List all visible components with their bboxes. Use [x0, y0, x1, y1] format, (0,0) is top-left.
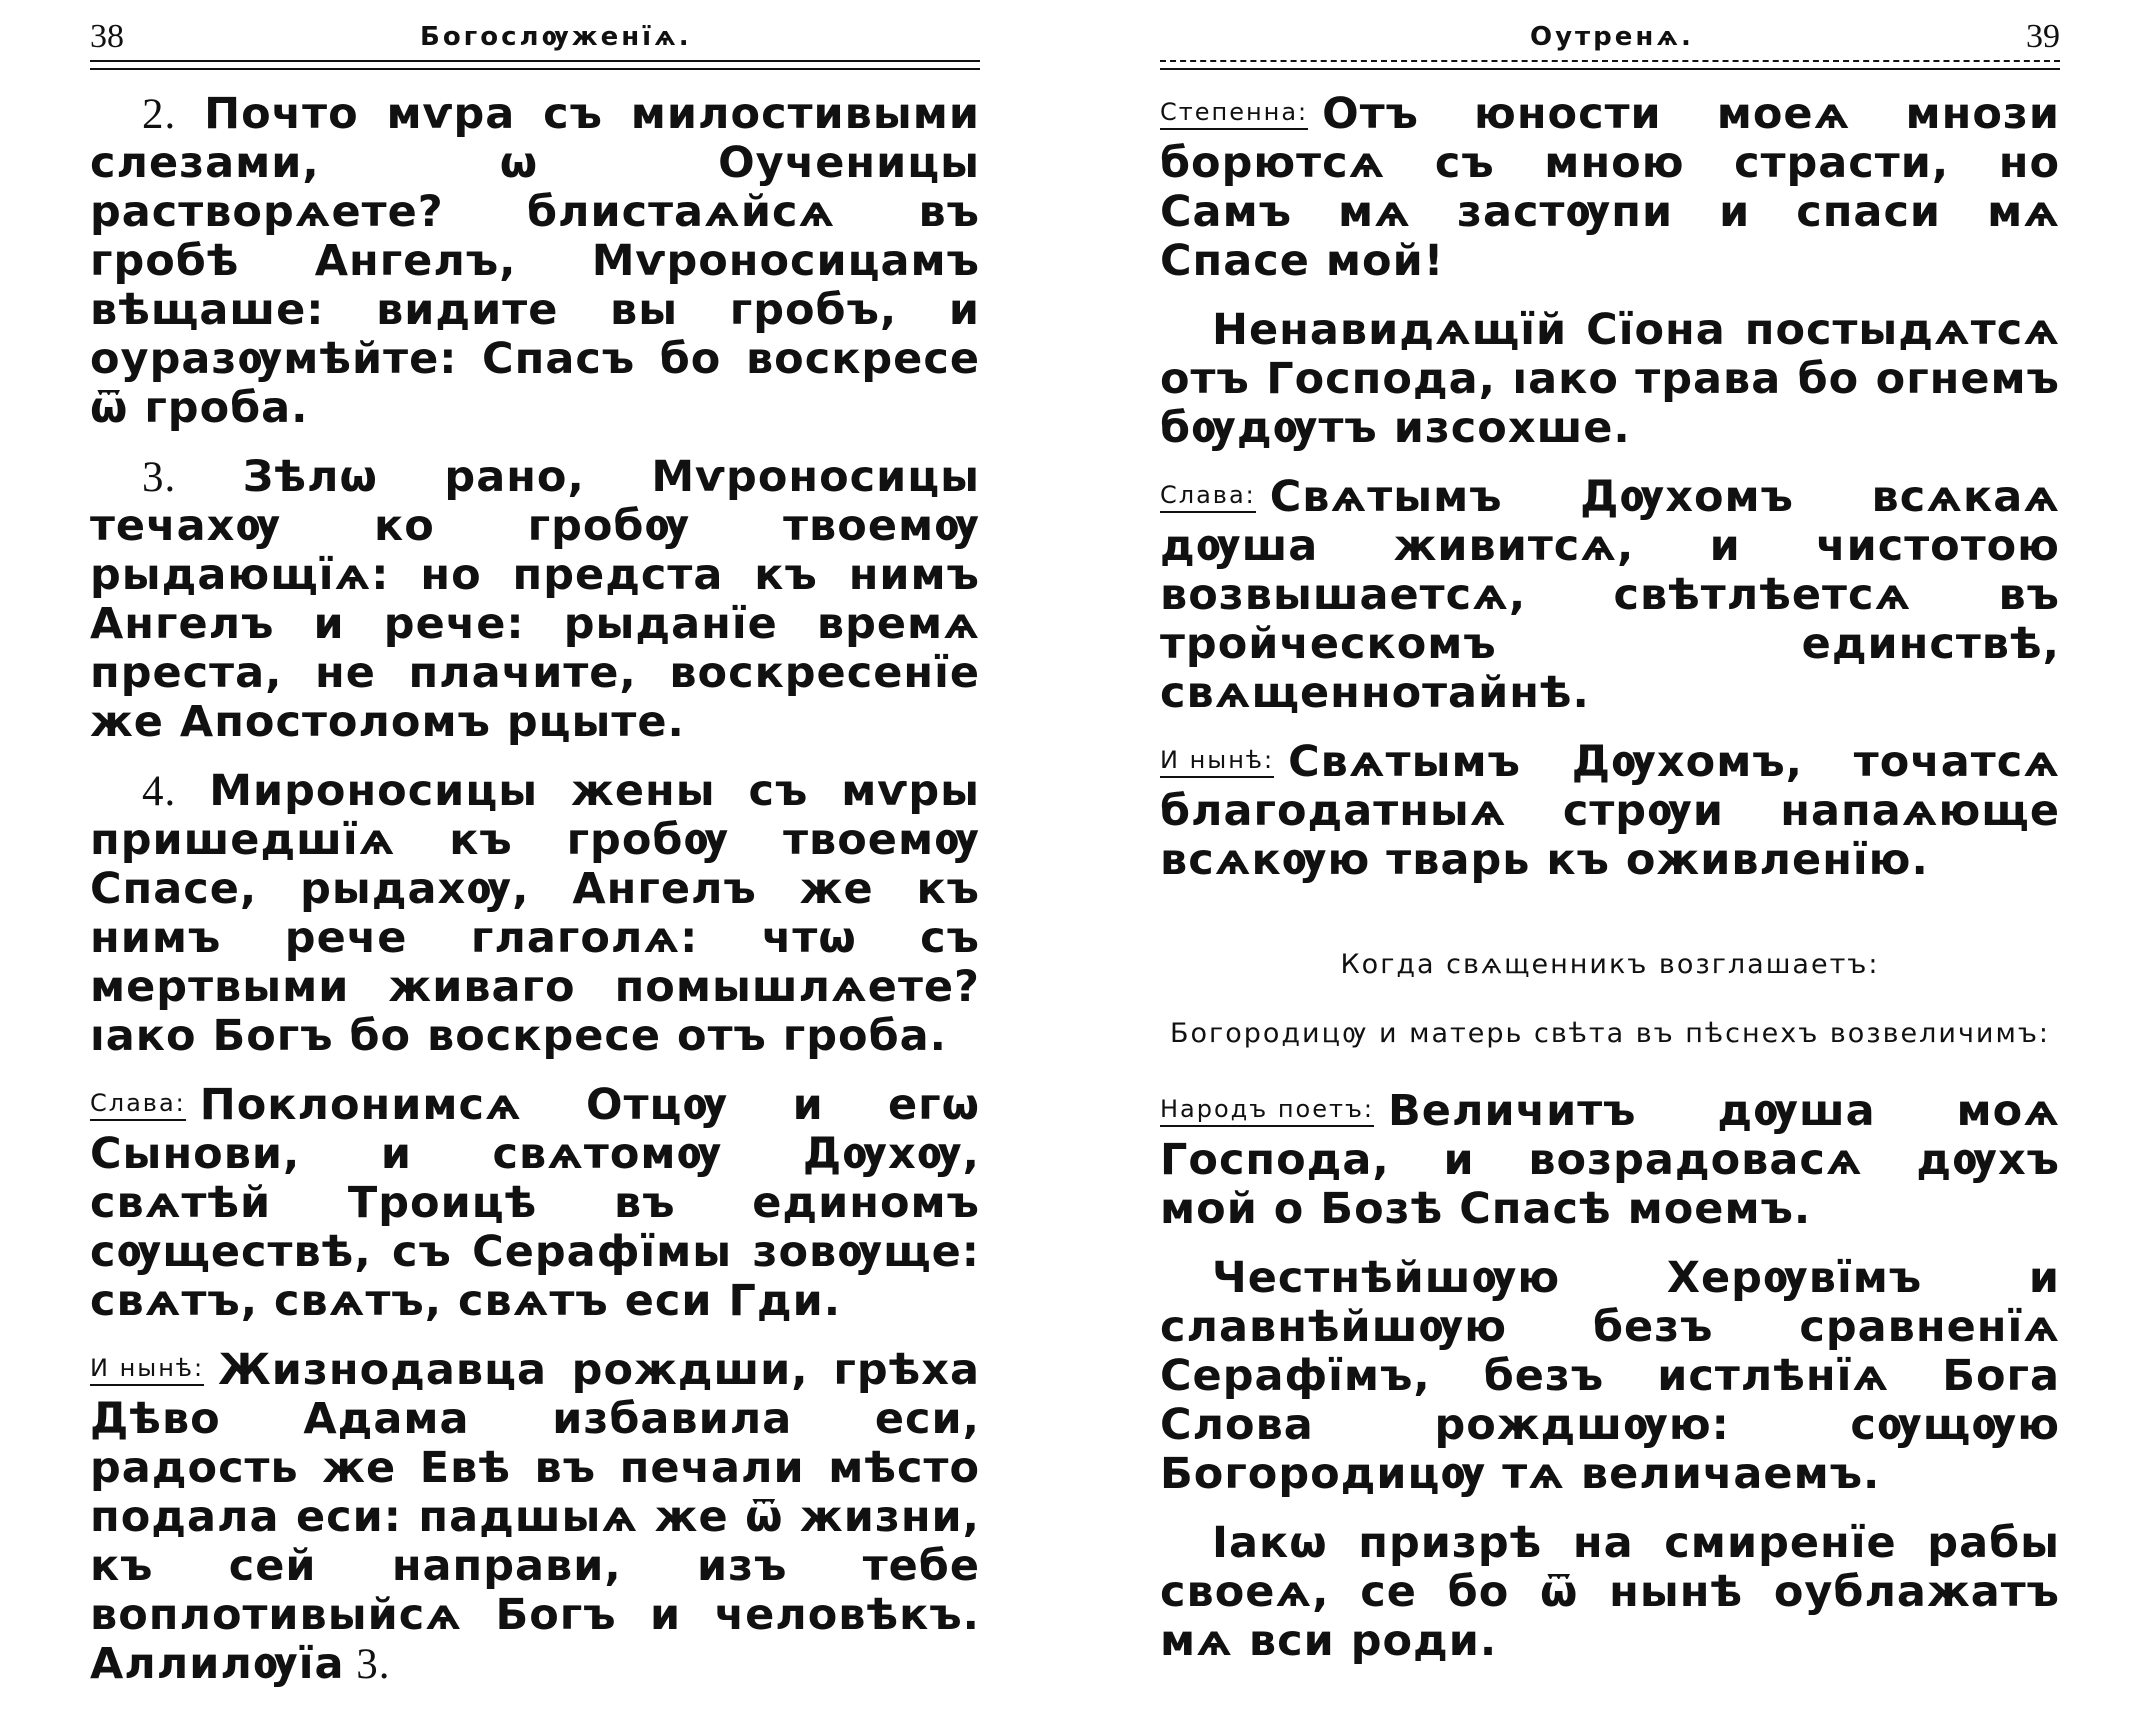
header-rule [90, 68, 980, 70]
right-page [1160, 0, 2060, 1666]
page-number: 39 [2026, 18, 2060, 55]
verse-4 [90, 767, 980, 1061]
verse: Честнѣйшѹю Херѹвїмъ и славнѣйшѹю безъ сравненїѧ Серафїмъ, безъ истлѣнїѧ Бога Слова рождшѹю: сѹщѹю Богородицѹ тѧ величаемъ. [1160, 1253, 2060, 1499]
header-rule [1160, 60, 2060, 62]
repeat-count: 3. [344, 1641, 391, 1688]
verse-3 [90, 453, 980, 747]
verse-text: Мироносицы жены съ мѵры пришедшїѧ къ гробѹ твоемѹ Спасе, рыдахѹ, Ангелъ же къ нимъ рече глаголѧ: чтѡ съ мертвыми живаго помышлѧете? ıако Богъ бо воскресе отъ гроба. [90, 766, 980, 1061]
right-page-header [1160, 0, 2060, 58]
slava-label: Слава: [1160, 481, 1256, 513]
rubric: Когда свѧщенникъ возглашаетъ: [1340, 949, 1880, 980]
verse-text: Почто мѵра съ милостивыми слезами, ѡ Оученицы растворѧете? блистаѧйсѧ въ гробѣ Ангелъ, Мѵроносицамъ вѣщаше: видите вы гробъ, и оуразѹмѣйте: Спасъ бо воскресе ѿ гроба. [90, 89, 980, 433]
header-rule [90, 60, 980, 62]
verse-2 [90, 90, 980, 433]
left-page [90, 0, 980, 1689]
verse-number: 3. [142, 454, 177, 501]
left-page-header [90, 0, 980, 58]
right-page-body [1160, 90, 2060, 1686]
narod-label: Народъ поетъ: [1160, 1095, 1374, 1127]
page-number: 38 [90, 18, 124, 55]
slava-label: Слава: [90, 1089, 186, 1121]
i-nyne-label: И нынѣ: [90, 1354, 204, 1386]
stepenna-label: Степенна: [1160, 98, 1308, 130]
i-nyne-text: Свѧтымъ Дѹхомъ, точатсѧ благодатныѧ стрѹи напаѧюще всѧкѹю тварь къ оживленїю. [1160, 737, 2060, 885]
slava-verse [1160, 473, 2060, 718]
narod-text: Величитъ дѹша моѧ Господа, и возрадовасѧ дѹхъ мой о Бозѣ Спасѣ моемъ. [1160, 1086, 2060, 1234]
stepenna-verse [1160, 90, 2060, 286]
left-page-body [90, 90, 980, 1709]
verse-text: Зѣлѡ рано, Мѵроносицы течахѹ ко гробѹ твоемѹ рыдающїѧ: но предста къ нимъ Ангелъ и рече: рыданїе времѧ преста, не плачите, воскресенїе же Апостоломъ рцыте. [90, 452, 980, 747]
running-title: Богослѹженїѧ. [420, 22, 692, 52]
slava-text: Поклонимсѧ Отцѹ и егѡ Сынови, и свѧтомѹ Дѹхѹ, свѧтѣй Троицѣ въ единомъ сѹществѣ, съ Серафїмы зовѹще: свѧтъ, свѧтъ, свѧтъ еси Гди. [90, 1080, 980, 1326]
running-title: Оутренѧ. [1530, 22, 1694, 52]
slava-text: Свѧтымъ Дѹхомъ всѧкаѧ дѹша живитсѧ, и чистотою возвышаетсѧ, свѣтлѣетсѧ въ тройческомъ единствѣ, свѧщеннотайнѣ. [1160, 472, 2060, 718]
slava-verse [90, 1081, 980, 1326]
i-nyne-text: Жизнодавца рождши, грѣха Дѣво Адама избавила еси, радость же Евѣ въ печали мѣсто подала еси: падшыѧ же ѿ жизни, къ сей направи, изъ тебе воплотивыйсѧ Богъ и человѣкъ. Аллилѹїа [90, 1345, 980, 1689]
narod-verse [1160, 1087, 2060, 1234]
verse-number: 4. [142, 768, 177, 815]
verse: Ненавидѧщїй Сїона постыдѧтсѧ отъ Господа, ıако трава бо огнемъ бѹдѹтъ изсохше. [1160, 305, 2060, 453]
verse-number: 2. [142, 91, 177, 138]
i-nyne-label: И нынѣ: [1160, 746, 1274, 778]
verse: Iакѡ призрѣ на смиренїе рабы своеѧ, се бо ѿ нынѣ оублажатъ мѧ вси роди. [1160, 1518, 2060, 1666]
stepenna-text: Отъ юности моеѧ мнози борютсѧ съ мною страсти, но Самъ мѧ застѹпи и спаси мѧ Спасе мой! [1160, 89, 2060, 286]
i-nyne-verse [90, 1346, 980, 1689]
header-rule [1160, 68, 2060, 70]
i-nyne-verse [1160, 738, 2060, 885]
rubric: Богородицѹ и матерь свѣта въ пѣснехъ возвеличимъ: [1169, 1018, 2051, 1049]
